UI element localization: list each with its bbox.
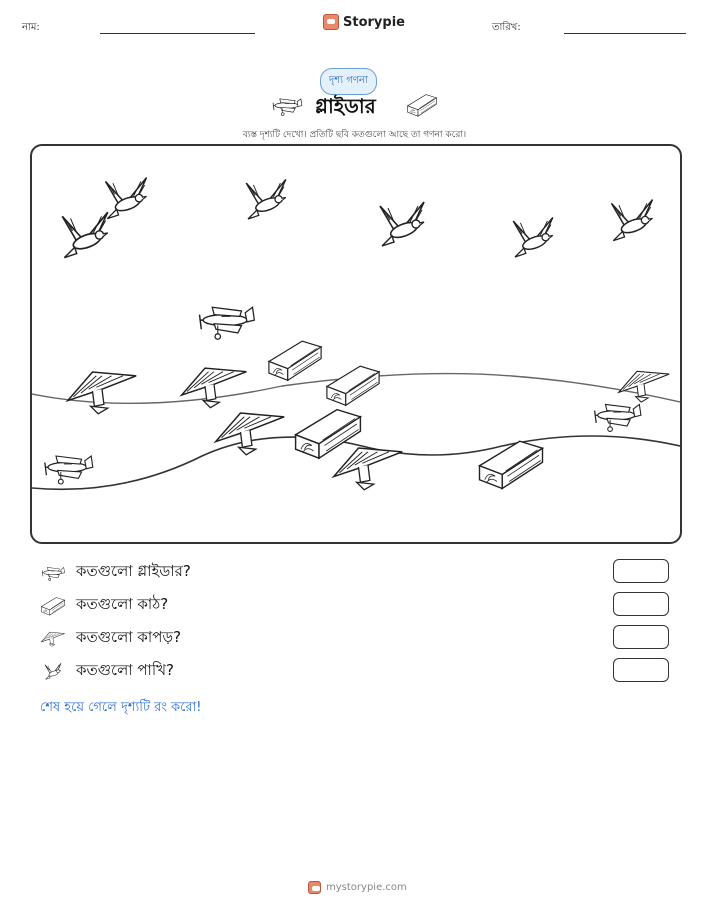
hang-glider-icon <box>334 448 402 490</box>
glider-plane-icon <box>40 563 66 583</box>
wood-plank-icon <box>406 92 438 118</box>
category-pill: দৃশ্য গণনা <box>320 68 377 95</box>
answer-box[interactable] <box>613 658 669 682</box>
question-row <box>40 593 168 618</box>
question-text: কতগুলো কাঠ? <box>76 595 169 613</box>
question-text: কতগুলো গ্লাইডার? <box>76 562 191 580</box>
date-line[interactable] <box>564 33 686 34</box>
page-title: গ্লাইডার <box>315 94 376 118</box>
question-row <box>40 659 174 684</box>
name-line[interactable] <box>100 33 255 34</box>
answer-box[interactable] <box>613 625 669 649</box>
question-row <box>40 560 191 585</box>
bird-icon <box>513 217 553 257</box>
bird-icon <box>40 661 66 683</box>
bird-icon <box>62 212 107 257</box>
glider-plane-icon <box>45 456 93 484</box>
brand-logo <box>323 14 405 30</box>
hang-glider-icon <box>40 629 66 649</box>
bird-icon <box>105 178 146 219</box>
glider-plane-icon <box>199 307 254 339</box>
instructions: ব্যস্ত দৃশ্যটি দেখো। প্রতিটি ছবি কতগুলো আছে তা গণনা করো। <box>242 130 467 140</box>
finish-note: শেষ হয়ে গেলে দৃশ্যটি রং করো! <box>40 700 202 715</box>
hang-glider-icon <box>182 368 247 408</box>
name-label: নাম: <box>22 22 40 33</box>
bird-icon <box>246 179 286 219</box>
footer <box>308 881 407 894</box>
scene-canvas <box>32 146 680 542</box>
glider-plane-icon <box>595 404 641 431</box>
storypie-icon <box>323 14 339 30</box>
brand-name: Storypie <box>343 14 405 30</box>
question-row <box>40 626 181 651</box>
wood-plank-icon <box>40 596 66 616</box>
footer-url[interactable]: mystorypie.com <box>326 882 407 893</box>
answer-box[interactable] <box>613 559 669 583</box>
wood-plank-icon <box>296 410 361 459</box>
wood-plank-icon <box>327 366 379 405</box>
bird-icon <box>611 200 652 241</box>
counting-scene <box>30 144 682 544</box>
hang-glider-icon <box>68 372 136 414</box>
date-label: তারিখ: <box>492 22 521 33</box>
bird-icon <box>380 202 424 246</box>
question-text: কতগুলো কাপড়? <box>76 628 182 646</box>
answer-box[interactable] <box>613 592 669 616</box>
storypie-icon <box>308 881 321 894</box>
hang-glider-icon <box>216 413 284 455</box>
question-text: কতগুলো পাখি? <box>76 661 175 679</box>
glider-plane-icon <box>270 94 304 118</box>
wood-plank-icon <box>269 341 321 380</box>
